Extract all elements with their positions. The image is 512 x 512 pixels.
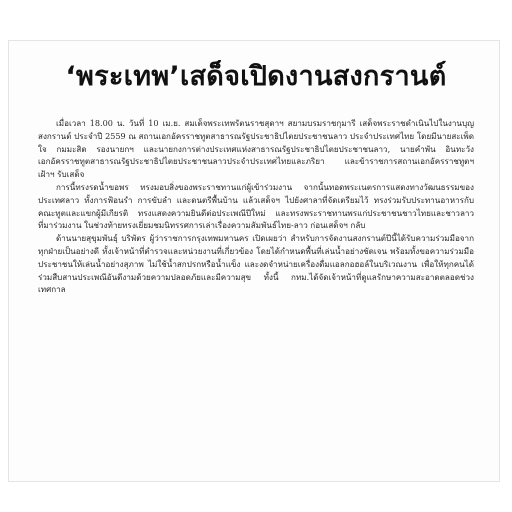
- article-paragraph: ด้านนายสุขุมพันธุ์ บริพัตร ผู้ว่าราชการกรุงเทพมหานคร เปิดเผยว่า สำหรับการจัดงานสงกรานต์ปีนี้ได้รับความร่วมมือจากทุกฝ่ายเป็นอย่างดี ทั้งเจ้าหน้าที่ตำรวจและหน่วยงานที่เกี่ยวข้อง โดยได้กำหนดพื้นที่เล่นน้ำอย่างชัดเจน พร้อมทั้งขอความร่วมมือประชาชนให้เล่นน้ำอย่างสุภาพ ไม่ใช้น้ำสกปรกหรือน้ำแข็ง และงดจำหน่ายเครื่องดื่มแอลกอฮอล์ในบริเวณงาน เพื่อให้ทุกคนได้ร่วมสืบสานประเพณีอันดีงามด้วยความปลอดภัยและมีความสุข ทั้งนี้ กทม.ได้จัดเจ้าหน้าที่ดูแลรักษาความสะอาดตลอดช่วงเทศกาล: [38, 233, 474, 295]
- article-paragraph: เมื่อเวลา 18.00 น. วันที่ 10 เม.ย. สมเด็จพระเทพรัตนราชสุดาฯ สยามบรมราชกุมารี เสด็จพระราชดำเนินไปในงานบุญสงกรานต์ ประจำปี 2559 ณ สถานเอกอัครราชทูตสาธารณรัฐประชาธิปไตยประชาชนลาว ประจำประเทศไทย โดยมีนายสะเพ็ดใจ กมมะสิด รองนายกฯ และนายกงการต่างประเทศแห่งสาธารณรัฐประชาธิปไตยประชาชนลาว, นายคำพัน อินทะวัง เอกอัครราชทูตสาธารณรัฐประชาธิปไตยประชาชนลาวประจำประเทศไทยและภริยา และข้าราชการสถานเอกอัครราชทูตฯ เฝ้าฯ รับเสด็จ: [38, 118, 474, 180]
- article-body: [38, 117, 474, 296]
- article-paragraph: การนี้ทรงรดน้ำขอพร ทรงมอบสิ่งของพระราชทานแก่ผู้เข้าร่วมงาน จากนั้นทอดพระเนตรการแสดงทางวัฒนธรรมของประเทศลาว ทั้งการฟ้อนรำ การขับลำ และดนตรีพื้นบ้าน แล้วเสด็จฯ ไปยังศาลาที่จัดเตรียมไว้ ทรงร่วมรับประทานอาหารกับคณะทูตและแขกผู้มีเกียรติ ทรงแสดงความยินดีต่อประเพณีปีใหม่ และทรงพระราชทานพรแก่ประชาชนชาวไทยและชาวลาวที่มาร่วมงาน ในช่วงท้ายทรงเยี่ยมชมนิทรรศการเล่าเรื่องความสัมพันธ์ไทย-ลาว ก่อนเสด็จฯ กลับ: [38, 181, 474, 231]
- article-headline: ‘พระเทพ’เสด็จเปิดงานสงกรานต์: [65, 61, 447, 92]
